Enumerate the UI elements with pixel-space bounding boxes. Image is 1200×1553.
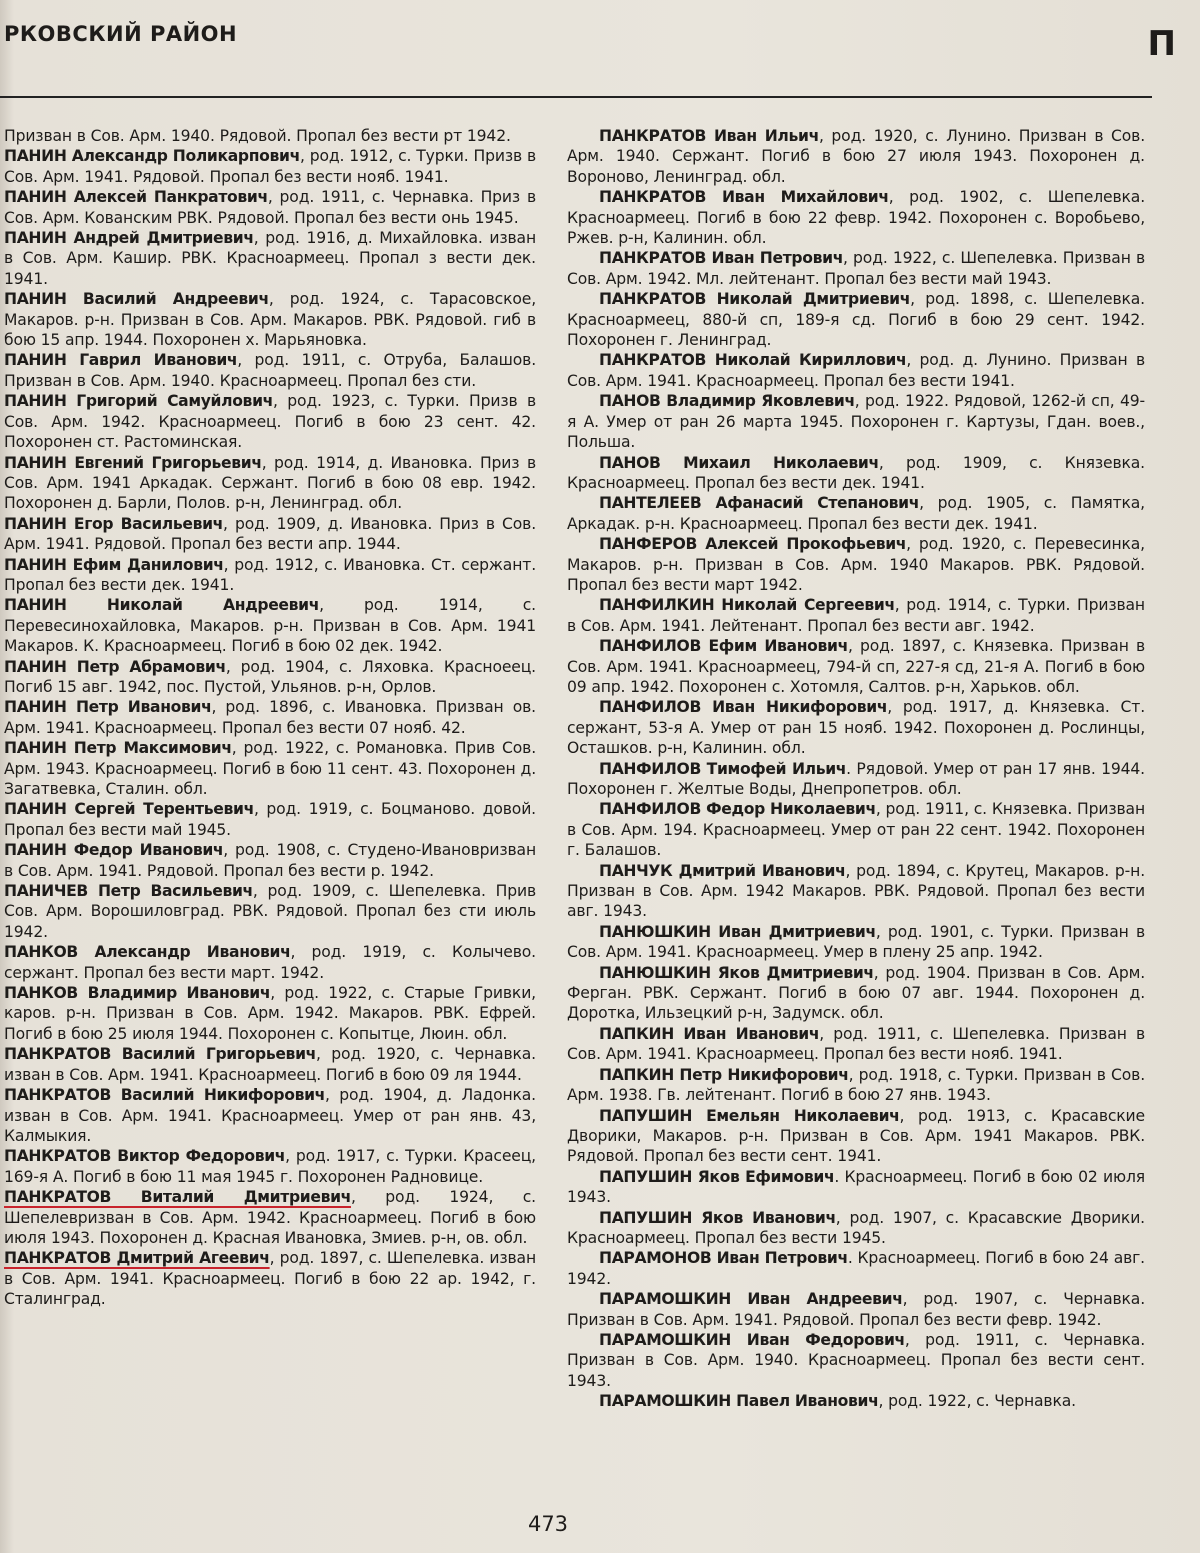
entry-name: ПАНИН Андрей Дмитриевич (4, 229, 254, 248)
entry-details: , род. 1894, с. Крутец, Макаров. р-н. Призван в Сов. Арм. 1942 Макаров. РВК. Рядовой. Пропал без вести авг. 1943. (567, 861, 1145, 921)
entry-details: , род. 1896, с. Ивановка. Призван ов. Арм. 1941. Красноармеец. Пропал без вести 07 нояб. 42. (4, 698, 536, 737)
entry-details: , род. 1911, с. Чернавка. Приз в Сов. Арм. Кованским РВК. Рядовой. Пропал без вести онь 1945. (4, 188, 536, 227)
entry-name: ПАПУШИН Емельян Николаевич (599, 1106, 900, 1125)
entry (567, 1167, 1145, 1208)
entry (567, 289, 1145, 350)
entry-name: ПАНКРАТОВ Николай Кириллович (599, 351, 907, 370)
entry (567, 1248, 1145, 1289)
entry-name: ПАНИН Николай Андреевич (4, 596, 320, 615)
entry (4, 657, 536, 698)
entry-name: ПАНИН Алексей Панкратович (4, 188, 268, 207)
entry-details: , род. 1924, с. Тарасовское, Макаров. р-н. Призван в Сов. Арм. Макаров. РВК. Рядовой. гиб в бою 15 апр. 1944. Похоронен х. Марьяновка. (4, 290, 537, 350)
entry (4, 1248, 536, 1309)
entry-details: , род. 1908, с. Студено-Ивановризван в Сов. Арм. 1941. Рядовой. Пропал без вести р. 1942. (4, 841, 536, 880)
entry-details: . Рядовой. Умер от ран 17 янв. 1944. Похоронен г. Желтые Воды, Днепропетров. обл. (567, 759, 1145, 798)
entry-details: , род. 1919, с. Боцманово. довой. Пропал без вести май 1945. (4, 800, 536, 839)
entry (4, 350, 536, 391)
entry (4, 1187, 536, 1248)
entry-name: ПАНИЧЕВ Петр Васильевич (4, 882, 253, 901)
entry (567, 595, 1145, 636)
entry-details: , род. 1911, с. Шепелевка. Призван в Сов. Арм. 1941. Красноармеец. Пропал без вести нояб. 1941. (567, 1024, 1145, 1064)
entry-details: , род. 1912, с. Турки. Призв в Сов. Арм. 1941. Рядовой. Пропал без вести нояб. 1941. (4, 147, 536, 186)
entry-details: , род. 1920, с. Лунино. Призван в Сов. Арм. 1940. Сержант. Погиб в бою 27 июля 1943. Похоронен д. Вороново, Ленинград. обл. (567, 127, 1145, 186)
entry-details: , род. 1913, с. Красавские Дворики, Макаров. р-н. Призван в Сов. Арм. 1941 Макаров. РВК. Рядовой. Пропал без вести сент. 1941. (567, 1106, 1145, 1166)
entry-details: , род. 1911, с. Чернавка. Призван в Сов. Арм. 1940. Красноармеец. Пропал без вести сент. 1943. (567, 1330, 1145, 1390)
entry-details: , род. 1898, с. Шепелевка. Красноармеец, 880-й сп, 189-я сд. Погиб в бою 29 сент. 1942. Похоронен г. Ленинград. (567, 290, 1145, 350)
entry-name: ПАРАМОШКИН Иван Федорович (599, 1330, 905, 1349)
entry (4, 1044, 536, 1085)
entry-name: ПАНФИЛОВ Тимофей Ильич (599, 759, 847, 778)
entry-details: , род. 1922, с. Старые Гривки, каров. р-н. Призван в Сов. Арм. 1942. Макаров. РВК. Ефрей. Погиб в бою 25 июля 1944. Похоронен с. Копытце, Люин. обл. (4, 984, 536, 1043)
entry (567, 126, 1145, 187)
entry-name: ПАНКРАТОВ Василий Григорьевич (4, 1045, 317, 1064)
page-number (0, 1512, 1200, 1536)
entry-details: , род. 1922, с. Романовка. Прив Сов. Арм. 1943. Красноармеец. Погиб в бою 11 сент. 43. Похоронен д. Загатвевка, Сталин. обл. (4, 739, 537, 798)
entry (567, 963, 1145, 1024)
entry-details: , род. 1923, с. Турки. Призв в Сов. Арм. 1942. Красноармеец. Погиб в бою 23 сент. 42. Похоронен ст. Растоминская. (4, 392, 537, 452)
entry (4, 799, 536, 840)
entry (567, 1106, 1145, 1167)
entry (4, 555, 536, 596)
entry-details: , род. 1909, с. Шепелевка. Прив Сов. Арм. Ворошиловград. РВК. Рядовой. Пропал без сти июль 1942. (4, 882, 536, 941)
entry-name: ПАНКРАТОВ Дмитрий Агеевич (4, 1249, 270, 1268)
entry-details: , род. 1904, д. Ладонка. изван в Сов. Арм. 1941. Красноармеец. Умер от ран янв. 43, Калмыкия. (4, 1086, 536, 1145)
entry (567, 697, 1145, 758)
entry-name: ПАНИН Гаврил Иванович (4, 351, 238, 370)
entry-name: ПАНКРАТОВ Иван Ильич (599, 127, 819, 145)
entry-details: , род. 1897, с. Князевка. Призван в Сов. Арм. 1941. Красноармеец, 794-й сп, 227-я сд, 21-я А. Погиб в бою 09 апр. 1942. Похоронен с. Хотомля, Салтов. р-н, Харьков. обл. (567, 637, 1145, 696)
entry-details: , род. 1924, с. Шепелевризван в Сов. Арм. 1942. Красноармеец. Погиб в бою июля 1943. Похоронен д. Красная Ивановка, Змиев. р-н, ов. обл. (4, 1188, 536, 1247)
entry (4, 1146, 536, 1187)
entry-details: , род. 1909, д. Ивановка. Приз в Сов. Арм. 1941. Рядовой. Пропал без вести апр. 1944. (4, 514, 537, 554)
entry-name: ПАНЧУК Дмитрий Иванович (599, 861, 846, 880)
header-rule (0, 96, 1152, 98)
entry-name: ПАНКОВ Владимир Иванович (4, 984, 271, 1003)
entry-details: , род. 1911, с. Отруба, Балашов. Призван в Сов. Арм. 1940. Красноармеец. Пропал без сти. (4, 351, 536, 390)
entry (4, 453, 536, 514)
entry-name: ПАНИН Петр Абрамович (4, 657, 226, 676)
entry-details: , род. 1920, с. Чернавка. изван в Сов. Арм. 1941. Красноармеец. Погиб в бою 09 ля 1944. (4, 1045, 536, 1084)
entry (567, 493, 1145, 534)
entry (4, 228, 536, 289)
entry (4, 146, 536, 187)
entry-name: ПАПКИН Иван Иванович (599, 1024, 820, 1043)
entry-name: ПАНИН Федор Иванович (4, 841, 224, 860)
entry-details: , род. 1916, д. Михайловка. изван в Сов. Арм. Кашир. РВК. Красноармеец. Пропал з вести дек. 1941. (4, 229, 536, 288)
entry (567, 248, 1145, 289)
entry (567, 1391, 1145, 1411)
entry-name: ПАНКРАТОВ Василий Никифорович (4, 1086, 326, 1105)
entry-name: ПАРАМОШКИН Иван Андреевич (599, 1290, 903, 1309)
entry-details: , род. 1901, с. Турки. Призван в Сов. Арм. 1941. Красноармеец. Умер в плену 25 апр. 1942. (567, 922, 1145, 962)
entry-name: ПАНФЕРОВ Алексей Прокофьевич (599, 535, 907, 554)
entry-details: . Красноармеец. Погиб в бою 24 авг. 1942. (567, 1249, 1145, 1288)
entry (4, 840, 536, 881)
entry-name: ПАНТЕЛЕЕВ Афанасий Степанович (599, 494, 920, 513)
entry-name: ПАНФИЛКИН Николай Сергеевич (599, 596, 895, 615)
entry-details: . Красноармеец. Погиб в бою 02 июля 1943. (567, 1167, 1145, 1207)
entry-name: ПАНИН Ефим Данилович (4, 555, 224, 574)
entry (567, 636, 1145, 697)
entry-details: , род. 1904, с. Ляховка. Красноеец. Погиб 15 авг. 1942, пос. Пустой, Ульянов. р-н, Орлов. (4, 657, 536, 696)
page-header (0, 0, 1200, 100)
entry (567, 799, 1145, 860)
entry (567, 350, 1145, 391)
entry-details: , род. 1922, с. Шепелевка. Призван в Сов. Арм. 1942. Мл. лейтенант. Пропал без вести май 1943. (567, 249, 1145, 288)
entry (567, 1208, 1145, 1249)
left-column (4, 126, 536, 1310)
entry-details: , род. 1917, д. Князевка. Ст. сержант, 53-я А. Умер от ран 15 нояб. 1942. Похоронен д. Рослинцы, Осташков. р-н, Калинин. обл. (567, 698, 1146, 758)
entry-details: , род. 1897, с. Шепелевка. изван в Сов. Арм. 1941. Красноармеец. Погиб в бою 22 ар. 1942, г. Сталинград. (4, 1249, 537, 1309)
entry-name: ПАНОВ Владимир Яковлевич (599, 392, 855, 411)
entry-details: , род. 1914, с. Турки. Призван в Сов. Арм. 1941. Лейтенант. Пропал без вести авг. 1942. (567, 596, 1145, 635)
entry-name: ПАНИН Петр Иванович (4, 698, 212, 717)
entry (567, 1024, 1145, 1065)
entry (567, 534, 1145, 595)
entry-details: , род. д. Лунино. Призван в Сов. Арм. 1941. Красноармеец. Пропал без вести 1941. (567, 351, 1145, 390)
entry-name: ПАНОВ Михаил Николаевич (599, 453, 879, 472)
entry-details: , род. 1922, с. Чернавка. (878, 1392, 1076, 1411)
entry-name: ПАРАМОНОВ Иван Петрович (599, 1249, 848, 1268)
entry-details: , род. 1914, с. Перевесинохайловка, Макаров. р-н. Призван в Сов. Арм. 1941 Макаров. К. Красноармеец. Погиб в бою 02 дек. 1942. (4, 596, 536, 656)
entry-name: ПАНКРАТОВ Иван Михайлович (599, 188, 889, 207)
entry-details: , род. 1917, с. Турки. Красеец, 169-я А. Погиб в бою 11 мая 1945 г. Похоронен Радновице. (4, 1147, 536, 1186)
entry-name: ПАНКРАТОВ Виктор Федорович (4, 1147, 286, 1166)
entry-name: ПАНКОВ Александр Иванович (4, 943, 291, 962)
entry-name: ПАНИН Григорий Самуйлович (4, 392, 274, 411)
entry (567, 391, 1145, 452)
entry-name: ПАНКРАТОВ Николай Дмитриевич (599, 290, 911, 309)
entry-name: ПАНЮШКИН Иван Дмитриевич (599, 922, 876, 941)
entry-name: ПАРАМОШКИН Павел Иванович (599, 1392, 879, 1411)
entry (4, 187, 536, 228)
entry-details: , род. 1918, с. Турки. Призван в Сов. Арм. 1938. Гв. лейтенант. Погиб в бою 27 янв. 1943. (567, 1065, 1146, 1105)
entry (4, 738, 536, 799)
entry-name: ПАПУШИН Яков Иванович (599, 1208, 836, 1227)
page-number-text: 473 (527, 1512, 569, 1536)
entry (4, 942, 536, 983)
entry (567, 861, 1145, 922)
entry-name: ПАНФИЛОВ Иван Никифорович (599, 698, 888, 717)
entry (4, 1085, 536, 1146)
entry-details: , род. 1920, с. Перевесинка, Макаров. р-н. Призван в Сов. Арм. 1940 Макаров. РВК. Рядовой. Пропал без вести март 1942. (567, 535, 1145, 594)
entry-name: ПАНЮШКИН Яков Дмитриевич (599, 963, 874, 982)
entry-name: ПАНИН Василий Андреевич (4, 290, 269, 309)
entry-details: , род. 1911, с. Князевка. Призван в Сов. Арм. 194. Красноармеец. Умер от ран 22 сент. 1942. Похоронен г. Балашов. (567, 800, 1145, 860)
entry (567, 1065, 1145, 1106)
entry-name: ПАНИН Егор Васильевич (4, 514, 224, 533)
entry-details: , род. 1907, с. Чернавка. Призван в Сов. Арм. 1941. Рядовой. Пропал без вести февр. 1942. (567, 1290, 1145, 1329)
entry-details: , род. 1907, с. Красавские Дворики. Красноармеец. Пропал без вести 1945. (567, 1208, 1145, 1247)
entry (567, 1330, 1145, 1391)
entry (567, 1289, 1145, 1330)
entry-name: ПАНФИЛОВ Федор Николаевич (599, 800, 876, 819)
entry-details: , род. 1914, д. Ивановка. Приз в Сов. Арм. 1941 Аркадак. Сержант. Погиб в бою 08 евр. 1942. Похоронен д. Барли, Полов. р-н, Ленинград. обл. (4, 453, 536, 513)
right-column (567, 126, 1145, 1412)
entry-name: ПАНИН Евгений Григорьевич (4, 453, 262, 472)
entry-name: ПАНКРАТОВ Виталий Дмитриевич (4, 1188, 352, 1207)
entry (4, 126, 536, 146)
entry-name: ПАНИН Александр Поликарпович (4, 147, 300, 166)
entry (4, 391, 536, 452)
running-head-district: РКОВСКИЙ РАЙОН (4, 22, 238, 46)
running-head-letter: П (1147, 24, 1176, 64)
entry (4, 983, 536, 1044)
entry-name: ПАНФИЛОВ Ефим Иванович (599, 637, 848, 656)
entry-name: ПАНКРАТОВ Иван Петрович (599, 249, 844, 268)
entry (567, 922, 1145, 963)
entry (4, 881, 536, 942)
entry (4, 289, 536, 350)
entry (4, 595, 536, 656)
entry-details: , род. 1902, с. Шепелевка. Красноармеец. Погиб в бою 22 февр. 1942. Похоронен с. Воробьево, Ржев. р-н, Калинин. обл. (567, 188, 1145, 248)
entry-details: , род. 1922. Рядовой, 1262-й сп, 49-я А. Умер от ран 26 марта 1945. Похоронен г. Картузы, Гдан. воев., Польша. (567, 392, 1145, 452)
entry-details: , род. 1904. Призван в Сов. Арм. Ферган. РВК. Сержант. Погиб в бою 07 авг. 1944. Похоронен д. Доротка, Ильзецкий р-н, Задумск. обл. (567, 963, 1145, 1023)
entry (567, 187, 1145, 248)
entry (4, 697, 536, 738)
entry-name: ПАПУШИН Яков Ефимович (599, 1167, 835, 1186)
entry (567, 453, 1145, 494)
entry-name: ПАНИН Петр Максимович (4, 739, 232, 758)
entry-details: , род. 1905, с. Памятка, Аркадак. р-н. Красноармеец. Пропал без вести дек. 1941. (567, 494, 1145, 533)
entry-details: , род. 1909, с. Князевка. Красноармеец. Пропал без вести дек. 1941. (567, 453, 1145, 492)
entry-name: ПАНИН Сергей Терентьевич (4, 800, 254, 819)
entry-details: Призван в Сов. Арм. 1940. Рядовой. Пропал без вести рт 1942. (4, 127, 511, 145)
entry-details: , род. 1919, с. Колычево. сержант. Пропал без вести март. 1942. (4, 943, 536, 982)
entry-details: , род. 1912, с. Ивановка. Ст. сержант. Пропал без вести дек. 1941. (4, 555, 536, 594)
entry (567, 759, 1145, 800)
entry-name: ПАПКИН Петр Никифорович (599, 1065, 849, 1084)
entry (4, 514, 536, 555)
